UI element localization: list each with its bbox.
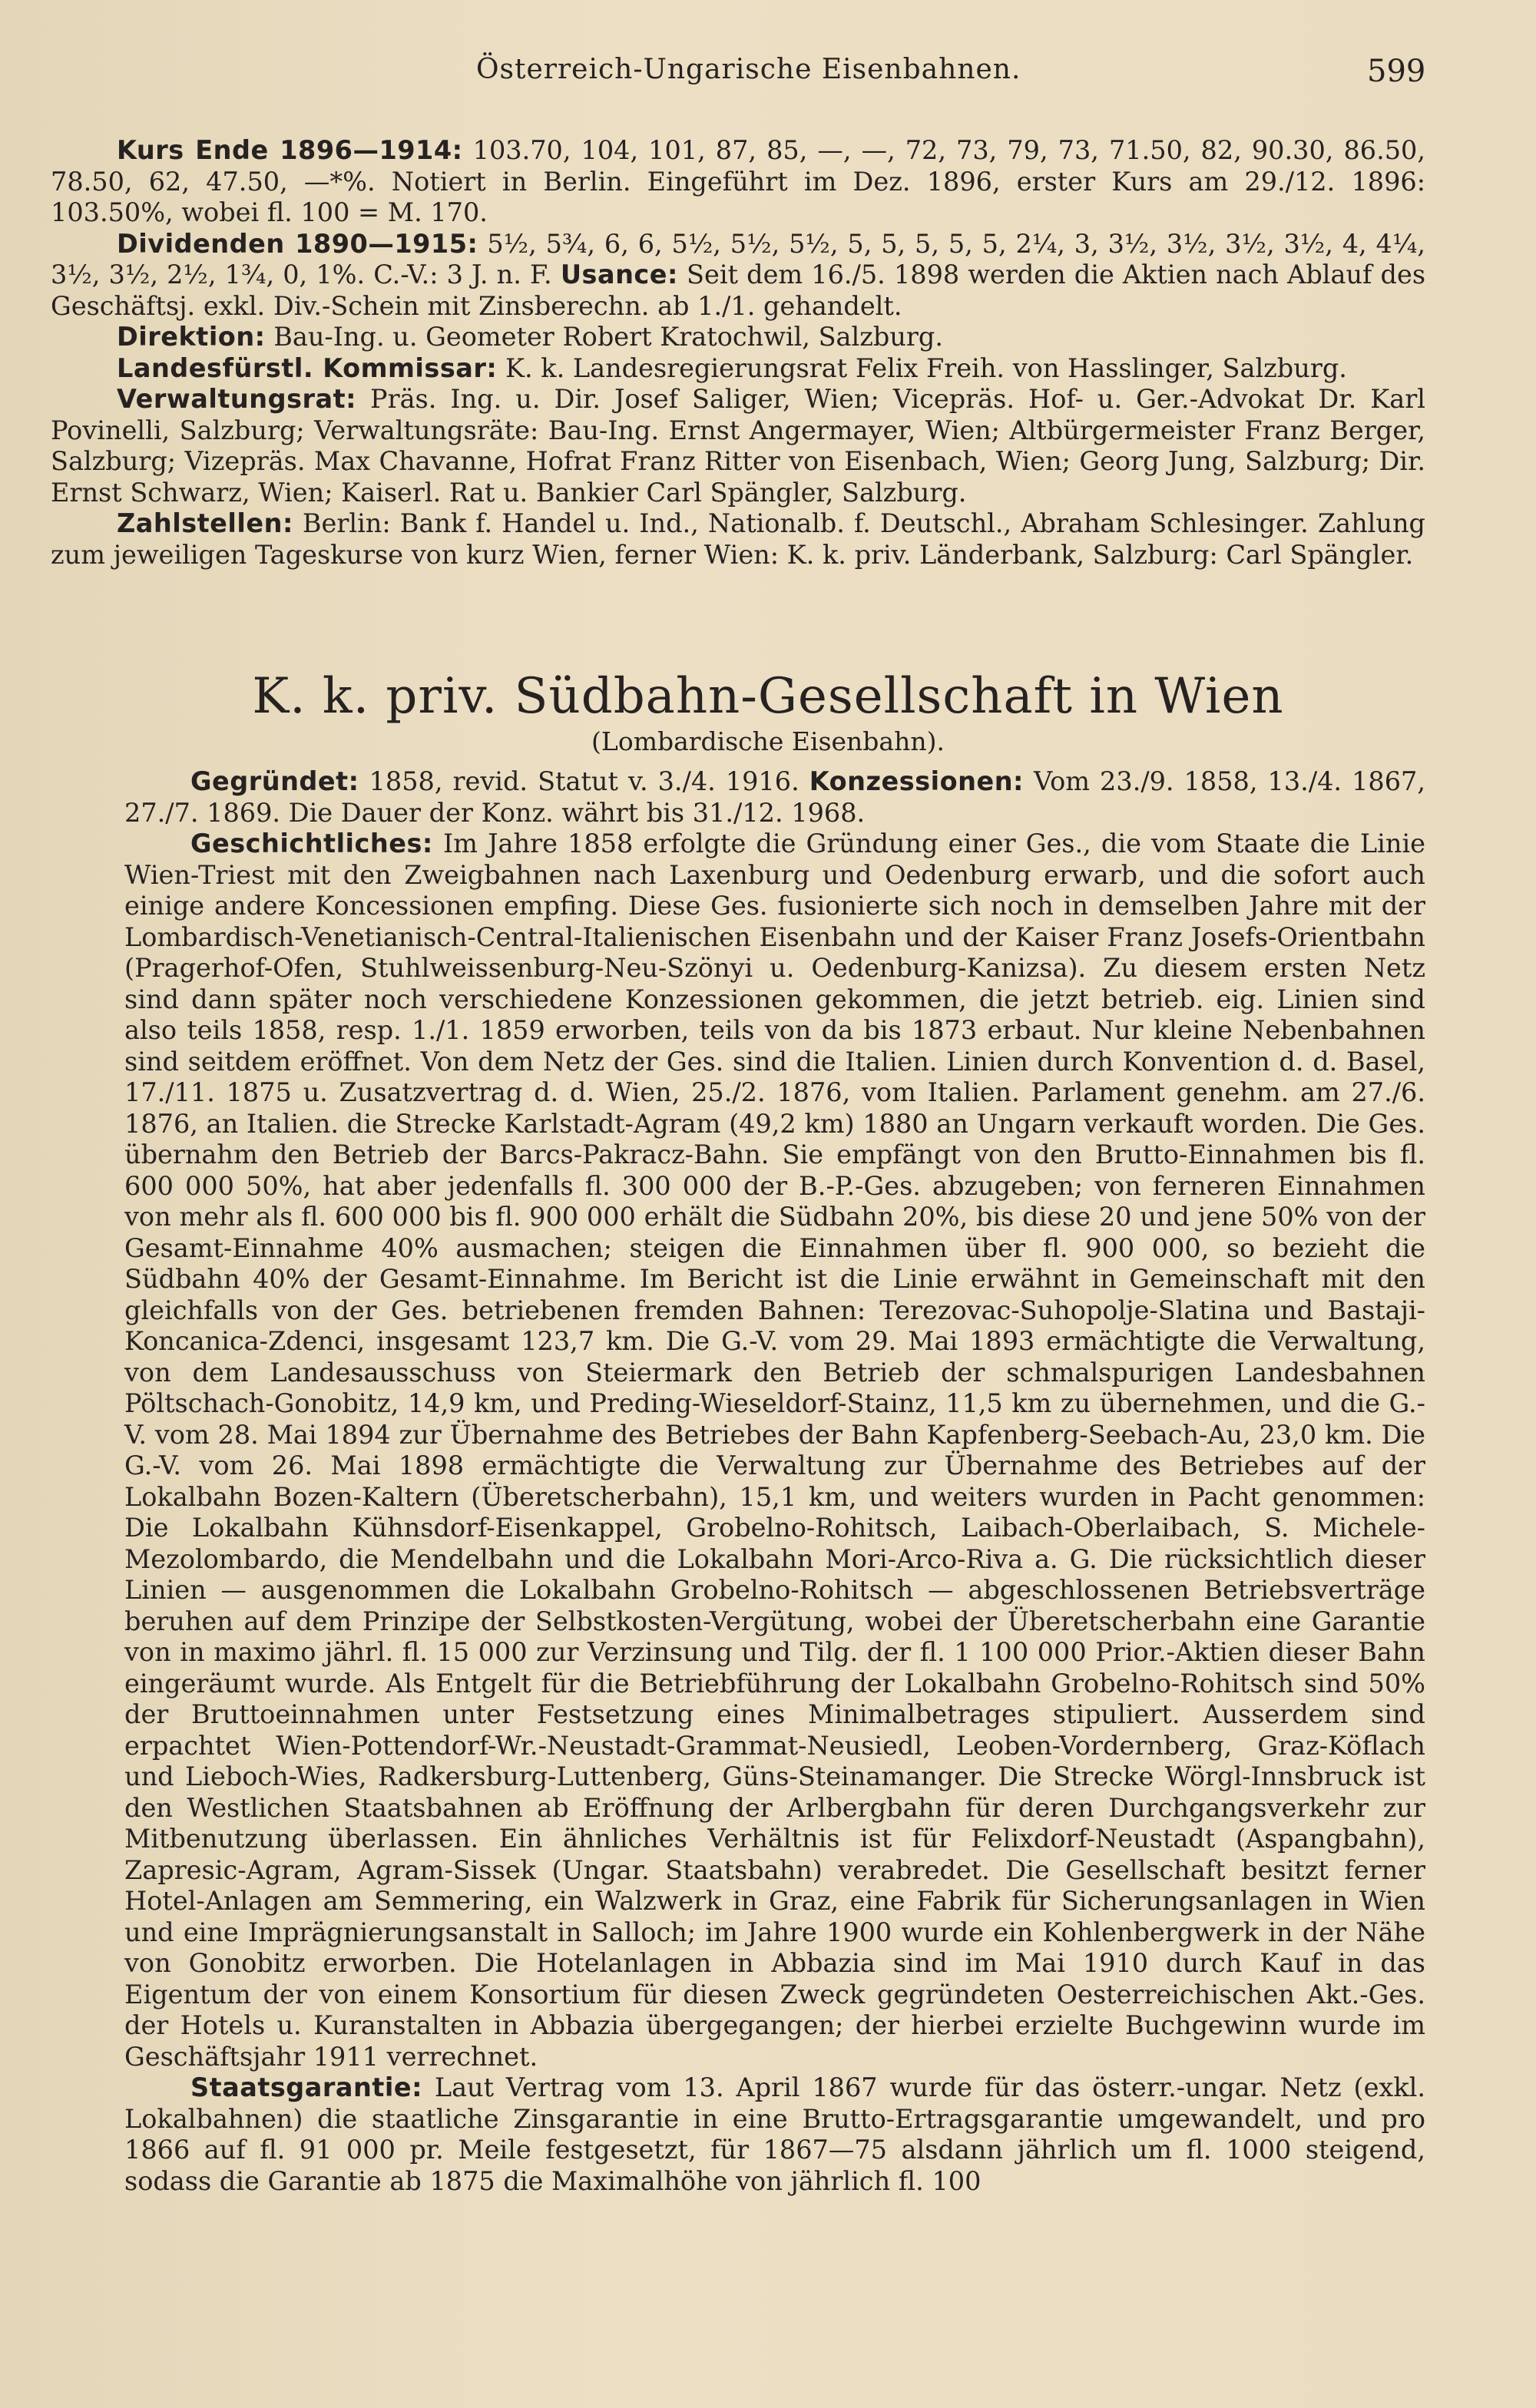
kommissar-text: K. k. Landesregierungsrat Felix Freih. von Hasslinger, Salzburg. [505,352,1347,383]
page-number: 599 [1367,54,1426,89]
geschichte-paragraph [51,829,1425,2072]
running-head: Österreich-Ungarische Eisenbahnen. [476,54,1021,85]
gegruendet-text: 1858, revid. Statut v. 3./4. 1916. [369,766,799,796]
konzessionen-label: Konzessionen: [809,766,1024,796]
geschichte-label: Geschichtliches: [190,829,433,858]
kurs-paragraph [51,135,1425,229]
kurs-text: 103.70, 104, 101, 87, 85, —, —, 72, 73, 79, 73, 71.50, 82, 90.30, 86.50, 78.50, 62, 47.50, —*%. Notiert in Berlin. Eingeführt im Dez. 1896, erster Kurs am 29./12. 1896: 103.50%, wobei fl. 100 = M. 170. [51,135,1426,227]
dividenden-label: Dividenden 1890—1915: [117,228,478,259]
zahlstellen-label: Zahlstellen: [117,508,293,538]
company-entry [51,766,1425,2197]
verwaltungsrat-text: Präs. Ing. u. Dir. Josef Saliger, Wien; Vicepräs. Hof- u. Ger.-Advokat Dr. Karl Povinelli, Salzburg; Verwaltungsräte: Bau-Ing. Ernst Angermayer, Wien; Altbürgermeister Franz Berger, Salzburg; Vizepräs. Max Chavanne, Hofrat Franz Ritter von Eisenbach, Wien; Georg Jung, Salzburg; Dir. Ernst Schwarz, Wien; Kaiserl. Rat u. Bankier Carl Spängler, Salzburg. [51,384,1425,508]
kurs-label: Kurs Ende 1896—1914: [117,135,463,165]
zahlstellen-text: Berlin: Bank f. Handel u. Ind., Nationalb. f. Deutschl., Abraham Schlesinger. Zahlung zum jeweiligen Tageskurse von kurz Wien, ferner Wien: K. k. priv. Länderbank, Salzburg: Carl Spängler. [51,508,1425,570]
zahlstellen-paragraph [51,508,1425,571]
usance-text: Seit dem 16./5. 1898 werden die Aktien nach Ablauf des Geschäftsj. exkl. Div.-Schein mit Zinsberechn. ab 1./1. gehandelt. [51,260,1426,321]
dividenden-text: 5½, 5¾, 6, 6, 5½, 5½, 5½, 5, 5, 5, 5, 5, 2¼, 3, 3½, 3½, 3½, 3½, 4, 4¼, 3½, 3½, 2½, 1¾, 0, 1%. C.-V.: 3 J. n. F. [51,228,1425,289]
staatsgarantie-paragraph [51,2072,1425,2197]
kommissar-label: Landesfürstl. Kommissar: [117,352,498,383]
gegruendet-paragraph [51,766,1425,829]
direktion-label: Direktion: [117,322,266,352]
company-subtitle: (Lombardische Eisenbahn). [591,726,945,756]
verwaltungsrat-label: Verwaltungsrat: [117,384,357,414]
company-title: K. k. priv. Südbahn-Gesellschaft in Wien [252,668,1284,725]
staatsgarantie-text: Laut Vertrag vom 13. April 1867 wurde für das österr.-ungar. Netz (exkl. Lokalbahnen) die staatliche Zinsgarantie in eine Brutto-Ertragsgarantie umgewandelt, und pro 1866 auf fl. 91 000 pr. Meile festgesetzt, für 1867—75 alsdann jährlich um fl. 1000 steigend, sodass die Garantie ab 1875 die Maximalhöhe von jährlich fl. 100 [124,2072,1425,2196]
konzessionen-text: Vom 23./9. 1858, 13./4. 1867, 27./7. 1869. Die Dauer der Konz. währt bis 31./12. 1968. [124,766,1425,828]
dividenden-paragraph [51,229,1425,322]
previous-entry [51,135,1425,571]
direktion-text: Bau-Ing. u. Geometer Robert Kratochwil, Salzburg. [273,322,944,352]
usance-label: Usance: [560,260,678,289]
direktion-paragraph [51,322,1425,353]
verwaltungsrat-paragraph [51,384,1425,508]
kommissar-paragraph [51,353,1425,385]
staatsgarantie-label: Staatsgarantie: [190,2072,422,2102]
gegruendet-label: Gegründet: [190,766,359,796]
geschichte-text: Im Jahre 1858 erfolgte die Gründung einer Ges., die vom Staate die Linie Wien-Triest mit den Zweigbahnen nach Laxenburg und Oedenburg erwarb, und die sofort auch einige andere Koncessionen empfing. Diese Ges. fusionierte sich noch in demselben Jahre mit der Lombardisch-Venetianisch-Central-Italienischen Eisenbahn und der Kaiser Franz Josefs-Orientbahn (Pragerhof-Ofen, Stuhlweissenburg-Neu-Szönyi u. Oedenburg-Kanizsa). Zu diesem ersten Netz sind dann später noch verschiedene Konzessionen gekommen, die jetzt betrieb. eig. Linien sind also teils 1858, resp. 1./1. 1859 erworben, teils von da bis 1873 erbaut. Nur kleine Nebenbahnen sind seitdem eröffnet. Von dem Netz der Ges. sind die Italien. Linien durch Konvention d. d. Basel, 17./11. 1875 u. Zusatzvertrag d. d. Wien, 25./2. 1876, vom Italien. Parlament genehm. am 27./6. 1876, an Italien. die Strecke Karlstadt-Agram (49,2 km) 1880 an Ungarn verkauft worden. Die Ges. übernahm den Betrieb der Barcs-Pakracz-Bahn. Sie empfängt von den Brutto-Einnahmen bis fl. 600 000 50%, hat aber jedenfalls fl. 300 000 der B.-P.-Ges. abzugeben; von ferneren Einnahmen von mehr als fl. 600 000 bis fl. 900 000 erhält die Südbahn 20%, bis diese 20 und jene 50% von der Gesamt-Einnahme 40% ausmachen; steigen die Einnahmen über fl. 900 000, so bezieht die Südbahn 40% der Gesamt-Einnahme. Im Bericht ist die Linie erwähnt in Gemeinschaft mit den gleichfalls von der Ges. betriebenen fremden Bahnen: Terezovac-Suhopolje-Slatina und Bastaji-Koncanica-Zdenci, insgesamt 123,7 km. Die G.-V. vom 29. Mai 1893 ermächtigte die Verwaltung, von dem Landesausschuss von Steiermark den Betrieb der schmalspurigen Landesbahnen Pöltschach-Gonobitz, 14,9 km, und Preding-Wieseldorf-Stainz, 11,5 km zu übernehmen, und die G.-V. vom 28. Mai 1894 zur Übernahme des Betriebes der Bahn Kapfenberg-Seebach-Au, 23,0 km. Die G.-V. vom 26. Mai 1898 ermächtigte die Verwaltung zur Übernahme des Betriebes auf der Lokalbahn Bozen-Kaltern (Überetscherbahn), 15,1 km, und weiters wurden in Pacht genommen: Die Lokalbahn Kühnsdorf-Eisenkappel, Grobelno-Rohitsch, Laibach-Oberlaibach, S. Michele-Mezolombardo, die Mendelbahn und die Lokalbahn Mori-Arco-Riva a. G. Die rücksichtlich dieser Linien — ausgenommen die Lokalbahn Grobelno-Rohitsch — abgeschlossenen Betriebsverträge beruhen auf dem Prinzipe der Selbstkosten-Vergütung, wobei der Überetscherbahn eine Garantie von in maximo jährl. fl. 15 000 zur Verzinsung und Tilg. der fl. 1 100 000 Prior.-Aktien dieser Bahn eingeräumt wurde. Als Entgelt für die Betriebführung der Lokalbahn Grobelno-Rohitsch sind 50% der Bruttoeinnahmen unter Festsetzung eines Minimalbetrages stipuliert. Ausserdem sind erpachtet Wien-Pottendorf-Wr.-Neustadt-Grammat-Neusiedl, Leoben-Vordernberg, Graz-Köflach und Lieboch-Wies, Radkersburg-Luttenberg, Güns-Steinamanger. Die Strecke Wörgl-Innsbruck ist den Westlichen Staatsbahnen ab Eröffnung der Arlbergbahn für deren Durchgangsverkehr zur Mitbenutzung überlassen. Ein ähnliches Verhältnis ist für Felixdorf-Neustadt (Aspangbahn), Zapresic-Agram, Agram-Sissek (Ungar. Staatsbahn) verabredet. Die Gesellschaft besitzt ferner Hotel-Anlagen am Semmering, ein Walzwerk in Graz, eine Fabrik für Sicherungsanlagen in Wien und eine Imprägnierungsanstalt in Salloch; im Jahre 1900 wurde ein Kohlenbergwerk in der Nähe von Gonobitz erworben. Die Hotelanlagen in Abbazia sind im Mai 1910 durch Kauf in das Eigentum der von einem Konsortium für diesen Zweck gegründeten Oesterreichischen Akt.-Ges. der Hotels u. Kuranstalten in Abbazia übergegangen; der hierbei erzielte Buchgewinn wurde im Geschäftsjahr 1911 verrechnet. [124,829,1425,2072]
